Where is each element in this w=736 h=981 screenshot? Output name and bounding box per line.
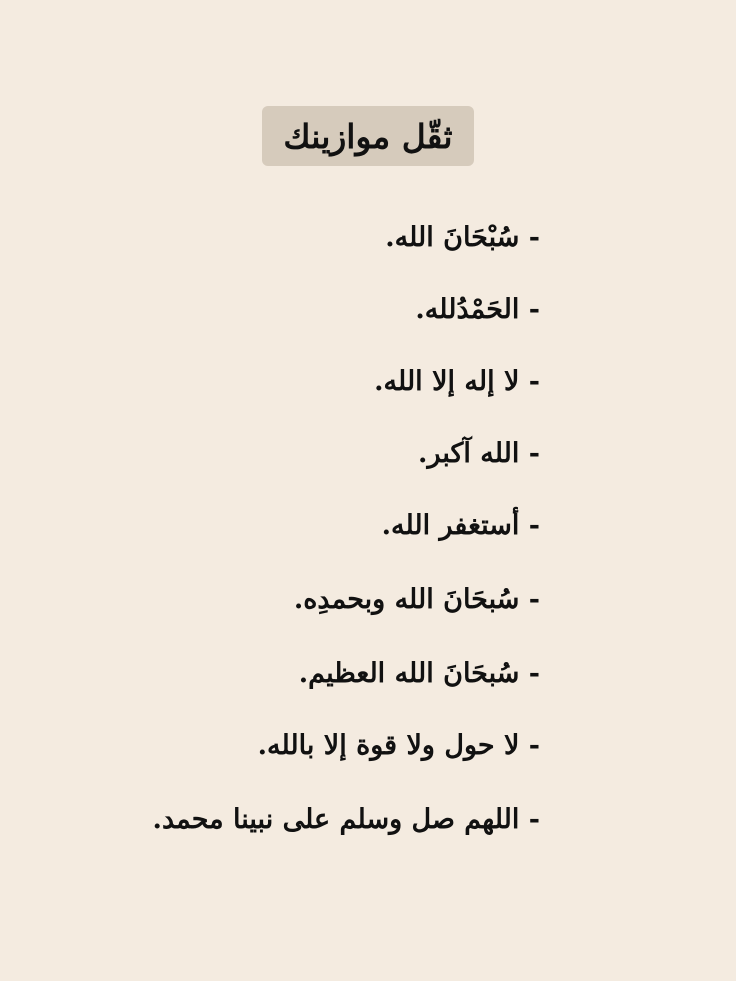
list-item xyxy=(385,212,540,262)
list-item-text: - الله آكبر. xyxy=(418,437,540,469)
list-item-text: - لا حول ولا قوة إلا بالله. xyxy=(257,729,540,761)
list-item-text: - سُبحَانَ الله وبحمدِه. xyxy=(293,583,540,615)
list-item xyxy=(153,794,540,844)
list-item-text: - اللهم صل وسلم على نبينا محمد. xyxy=(152,803,540,835)
list-item xyxy=(415,284,540,334)
list-item xyxy=(418,428,540,478)
list-item xyxy=(294,574,540,624)
page-title: ثقّل موازينك xyxy=(283,116,453,156)
list-item-text: - الحَمْدُلله. xyxy=(415,293,540,325)
list-item-text: - سُبْحَانَ الله. xyxy=(385,221,540,253)
list-item-text: - لا إله إلا الله. xyxy=(374,365,540,397)
list-item xyxy=(299,648,540,698)
title-box xyxy=(262,106,474,166)
list-item-text: - أستغفر الله. xyxy=(381,509,540,541)
list-item-text: - سُبحَانَ الله العظيم. xyxy=(298,657,540,689)
list-item xyxy=(382,500,540,550)
list-item xyxy=(374,356,540,406)
list-item xyxy=(258,720,540,770)
